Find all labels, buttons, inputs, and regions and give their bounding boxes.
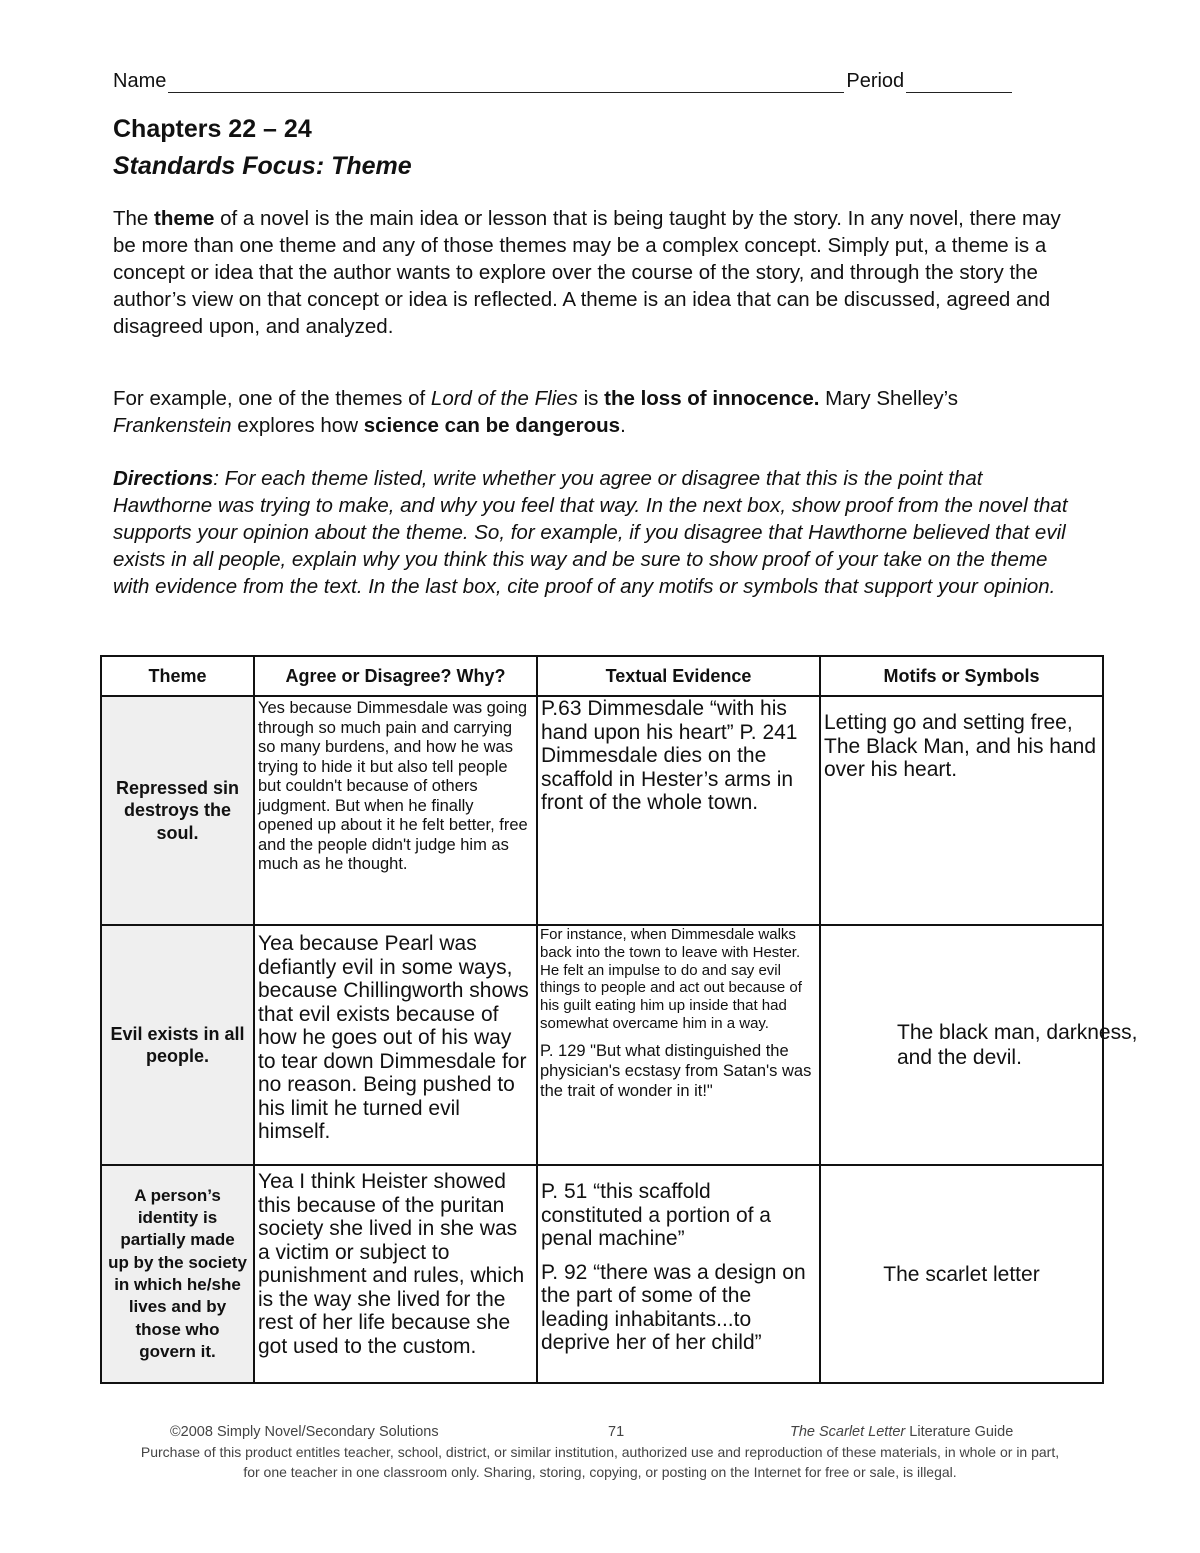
motifs-cell[interactable]: The black man, darkness, and the devil.: [820, 925, 1103, 1165]
agree-cell[interactable]: Yes because Dimmesdale was going through so much pain and carrying so many burdens, and how he was trying to hide it but also tell people but couldn't because of others judgment. But when he finally opened up about it he felt better, free and the people didn't judge him as much as he thought.: [254, 696, 537, 925]
table-header-row: [101, 656, 1103, 696]
guide-title: The Scarlet Letter Literature Guide: [790, 1424, 1014, 1440]
theme-term: theme: [154, 207, 215, 230]
period-blank[interactable]: [906, 74, 1012, 93]
period-label: Period: [846, 70, 905, 92]
header-motifs: Motifs or Symbols: [820, 656, 1103, 696]
evidence-cell[interactable]: P.63 Dimmesdale “with his hand upon his heart” P. 241 Dimmesdale dies on the scaffold in Hester’s arms in front of the whole town.: [537, 696, 820, 925]
evidence-cell[interactable]: For instance, when Dimmesdale walks back into the town to leave with Hester. He felt an impulse to do and say evil things to people and act out because of his guilt eating him up inside that had somewhat overcame him in a way. P. 129 "But what distinguished the physician's ecstasy from Satan's was the trait of wonder in it!": [537, 925, 820, 1165]
name-label: Name: [113, 70, 167, 92]
page-title: Chapters 22 – 24: [113, 115, 312, 143]
evidence-cell[interactable]: P. 51 “this scaffold constituted a portion of a penal machine” P. 92 “there was a design on the part of some of the leading inhabitants...to deprive her of her child”: [537, 1165, 820, 1383]
theme-cell: A person’s identity is partially made up by the society in which he/she lives and by those who govern it.: [101, 1165, 254, 1383]
book-title: Frankenstein: [113, 414, 232, 437]
table-row: [101, 925, 1103, 1165]
directions-paragraph: Directions: For each theme listed, write whether you agree or disagree that this is the point that Hawthorne was trying to make, and why you feel that way. In the next box, show proof from the novel that supports your opinion about the theme. So, for example, if you disagree that Hawthorne believed that evil exists in all people, explain why you think this way and be sure to show proof of your take on the theme with evidence from the text. In the last box, cite proof of any motifs or symbols that support your opinion.: [113, 467, 1068, 598]
table-row: [101, 1165, 1103, 1383]
motifs-cell[interactable]: The scarlet letter: [820, 1165, 1103, 1383]
usage-notice-2: for one teacher in one classroom only. Sharing, storing, copying, or posting on the Internet for free or sale, is illegal.: [243, 1464, 957, 1480]
agree-cell[interactable]: Yea I think Heister showed this because of the puritan society she lived in she was a victim or subject to punishment and rules, which is the way she lived for the rest of her life because she got used to the custom.: [254, 1165, 537, 1383]
theme-table: [100, 655, 1138, 1384]
book-title: Lord of the Flies: [430, 387, 578, 410]
copyright-text: ©2008 Simply Novel/Secondary Solutions: [170, 1424, 439, 1440]
name-period-line: [113, 70, 1033, 93]
motifs-cell[interactable]: Letting go and setting free, The Black Man, and his hand over his heart.: [820, 696, 1103, 925]
agree-cell[interactable]: Yea because Pearl was defiantly evil in some ways, because Chillingworth shows that evil exists because of how he goes out of his way to tear down Dimmesdale for no reason. Being pushed to his limit he turned evil himself.: [254, 925, 537, 1165]
theme-cell: Evil exists in all people.: [101, 925, 254, 1165]
theme-cell: Repressed sin destroys the soul.: [101, 696, 254, 925]
header-theme: Theme: [101, 656, 254, 696]
page-subtitle: Standards Focus: Theme: [113, 152, 412, 180]
page-number: 71: [608, 1424, 625, 1440]
name-blank[interactable]: [168, 74, 844, 93]
intro-paragraph: The theme of a novel is the main idea or lesson that is being taught by the story. In any novel, there may be more than one theme and any of those themes may be a complex concept. Simply put, a theme is a concept or idea that the author wants to explore over the course of the story, and through the story the author’s view on that concept or idea is reflected. A theme is an idea that can be discussed, agreed and disagreed upon, and analyzed.: [113, 207, 1061, 338]
header-agree: Agree or Disagree? Why?: [254, 656, 537, 696]
usage-notice-1: Purchase of this product entitles teacher, school, district, or similar institution, authorized use and reproduction of these materials, in whole or in part,: [140, 1444, 1060, 1460]
example-paragraph: For example, one of the themes of Lord of the Flies is the loss of innocence. Mary Shelley’s Frankenstein explores how science can be dangerous.: [113, 387, 959, 437]
header-evidence: Textual Evidence: [537, 656, 820, 696]
table-row: [101, 696, 1103, 925]
directions-label: Directions: [113, 467, 214, 490]
